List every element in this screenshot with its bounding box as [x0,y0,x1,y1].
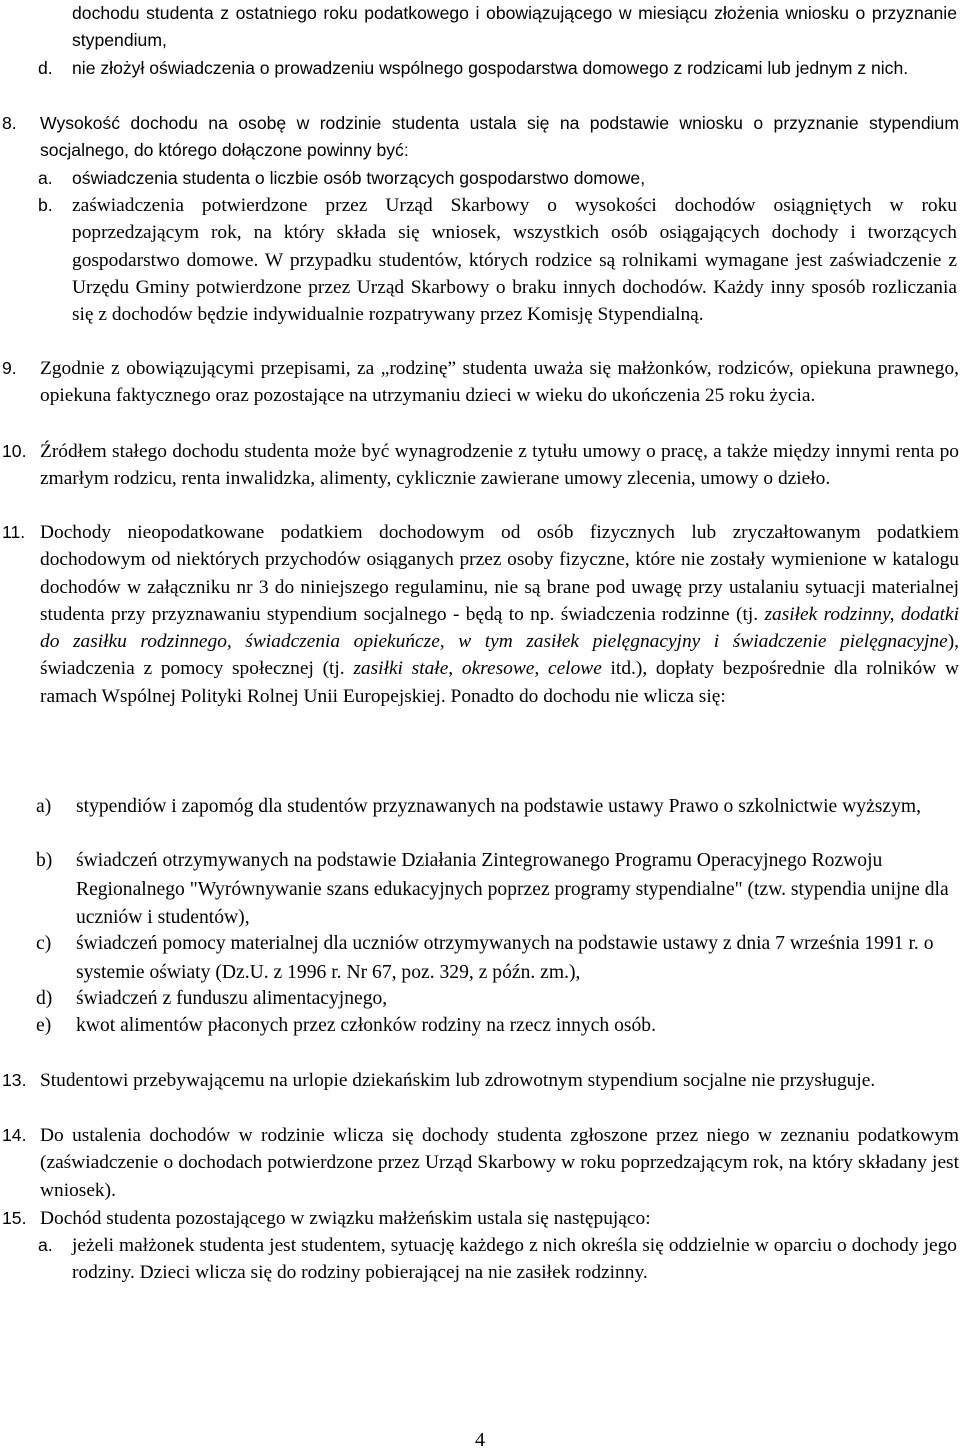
text-span: W przypadku studentów, których rodzice są rolnikami wymagane jest zaświadczenie z Urzędu Gminy potwierdzone przez Urząd Skarbowy o braku innych dochodów. [72,249,957,298]
exclusion-item-e [0,1012,958,1041]
paragraph: jeżeli małżonek studenta jest studentem, sytuację każdego z nich określa się oddzielnie w oparciu o dochody jego rodziny. Dzieci wlicza się do rodziny pobierającej na nie zasiłek rodzinny. [72,1235,957,1284]
paragraph: Źródłem stałego dochodu studenta może być wynagrodzenie z tytułu umowy o pracę, a także między innymi renta po zmarłym rodzicu, renta inwalidzka, alimenty, cyklicznie zawierane umowy zlecenia, umowy o dzieło. [40,441,959,490]
list-marker: 11. [2,522,26,542]
paragraph: Dochód studenta pozostającego w związku małżeńskim ustala się następująco: [40,1208,651,1229]
list-marker: d) [36,988,53,1009]
paragraph: Studentowi przebywającemu na urlopie dziekańskim lub zdrowotnym stypendium socjalne nie przysługuje. [40,1070,876,1091]
paragraph: Wysokość dochodu na osobę w rodzinie studenta ustala się na podstawie wniosku o przyznanie stypendium socjalnego, do którego dołączone powinny być: [40,113,959,161]
paragraph: Zgodnie z obowiązującymi przepisami, za „rodzinę” studenta uważa się małżonków, rodziców, opiekuna prawnego, opiekuna faktycznego oraz pozostające na utrzymaniu dzieci w wieku do ukończenia 25 roku życia. [40,358,959,407]
text-span: itd.), dopłaty bezpośrednie dla rolników w ramach Wspólnej Polityki Rolnej Unii Europejskiej. Ponadto do dochodu nie wlicza się: [40,658,959,707]
list-item-15 [0,1205,959,1232]
paragraph: kwot alimentów płaconych przez członków rodziny na rzecz innych osób. [76,1015,656,1036]
list-item-8a [0,165,957,192]
list-item-8 [0,110,959,165]
list-marker: a. [38,1235,53,1255]
list-marker: d. [38,58,53,78]
list-item-10 [0,438,959,493]
list-marker: 8. [2,113,17,133]
paragraph: oświadczenia studenta o liczbie osób tworzących gospodarstwo domowe, [72,168,646,188]
italic-span: zasiłek rodzinny, dodatki do zasiłku rodzinnego, świadczenia opiekuńcze, w tym zasiłek pielęgnacyjny i świadczenie pielęgnacyjne [40,603,960,653]
list-marker: 13. [2,1070,27,1090]
list-marker: 10. [2,441,27,461]
list-marker: 14. [2,1125,27,1145]
paragraph [40,519,959,710]
page-number: 4 [475,1429,485,1451]
list-marker: a. [38,168,53,188]
list-item-8b [0,192,957,328]
list-item-11 [0,519,959,710]
fragment-top [0,0,957,55]
exclusion-item-b [0,847,958,933]
paragraph: Do ustalenia dochodów w rodzinie wlicza się dochody studenta zgłoszone przez niego w zeznaniu podatkowym (zaświadczenie o dochodach potwierdzone przez Urząd Skarbowy w roku poprzedzającym rok, na który składany jest wniosek). [40,1125,959,1201]
list-marker: a) [36,796,52,817]
exclusion-item-a [0,793,958,822]
list-marker: b. [38,195,53,215]
paragraph: świadczeń otrzymywanych na podstawie Działania Zintegrowanego Programu Operacyjnego Rozwoju Regionalnego "Wyrównywanie szans edukacyjnych poprzez programy stypendialne" (tzw. stypendia unijne dla uczniów i studentów), [76,850,949,929]
list-item-7d [0,55,957,82]
paragraph: stypendiów i zapomóg dla studentów przyznawanych na podstawie ustawy Prawo o szkolnictwie wyższym, [76,796,922,817]
text-span: zaświadczenia potwierdzone przez Urząd Skarbowy o wysokości dochodów osiągniętych w roku poprzedzającym rok, na który składa się wniosek, wszystkich osób osiągających dochody i tworzących gospodarstwo domowe. [72,195,957,271]
exclusion-item-c [0,930,958,987]
paragraph: świadczeń pomocy materialnej dla uczniów otrzymywanych na podstawie ustawy z dnia 7 września 1991 r. o systemie oświaty (Dz.U. z 1996 r. Nr 67, poz. 329, z późn. zm.), [76,933,934,983]
list-item-14 [0,1122,959,1204]
list-marker: 9. [2,358,17,378]
list-marker: c) [36,933,52,954]
list-item-15a [0,1232,957,1287]
list-item-9 [0,355,959,410]
paragraph: świadczeń z funduszu alimentacyjnego, [76,988,388,1009]
list-marker: e) [36,1015,52,1036]
text-span: Dochody nieopodatkowane podatkiem dochodowym od osób fizycznych lub zryczałtowanym podatkiem dochodowym od niektórych przychodów osiąganych przez osoby fizyczne, które nie zostały wymienione w katalogu dochodów w załączniku nr 3 do niniejszego regulaminu, nie są brane pod uwagę przy ustalaniu sytuacji materialnej studenta przy przyznawaniu stypendium socjalnego - będą to np. świadczenia rodzinne (tj. [40,522,959,625]
paragraph: dochodu studenta z ostatniego roku podatkowego i obowiązującego w miesiącu złożenia wniosku o przyznanie stypendium, [72,3,957,51]
italic-span: zasiłki stałe, okresowe, celowe [353,658,602,680]
exclusion-item-d [0,985,958,1014]
list-marker: b) [36,850,53,871]
paragraph [72,192,957,328]
paragraph: nie złożył oświadczenia o prowadzeniu wspólnego gospodarstwa domowego z rodzicami lub jednym z nich. [72,58,909,78]
list-item-13 [0,1067,959,1094]
text-span: ), świadczenia z pomocy społecznej (tj. [40,631,959,680]
list-marker: 15. [2,1208,27,1228]
text-span: Każdy inny sposób rozliczania się z dochodów będzie indywidualnie rozpatrywany przez Komisję Stypendialną. [72,276,957,326]
